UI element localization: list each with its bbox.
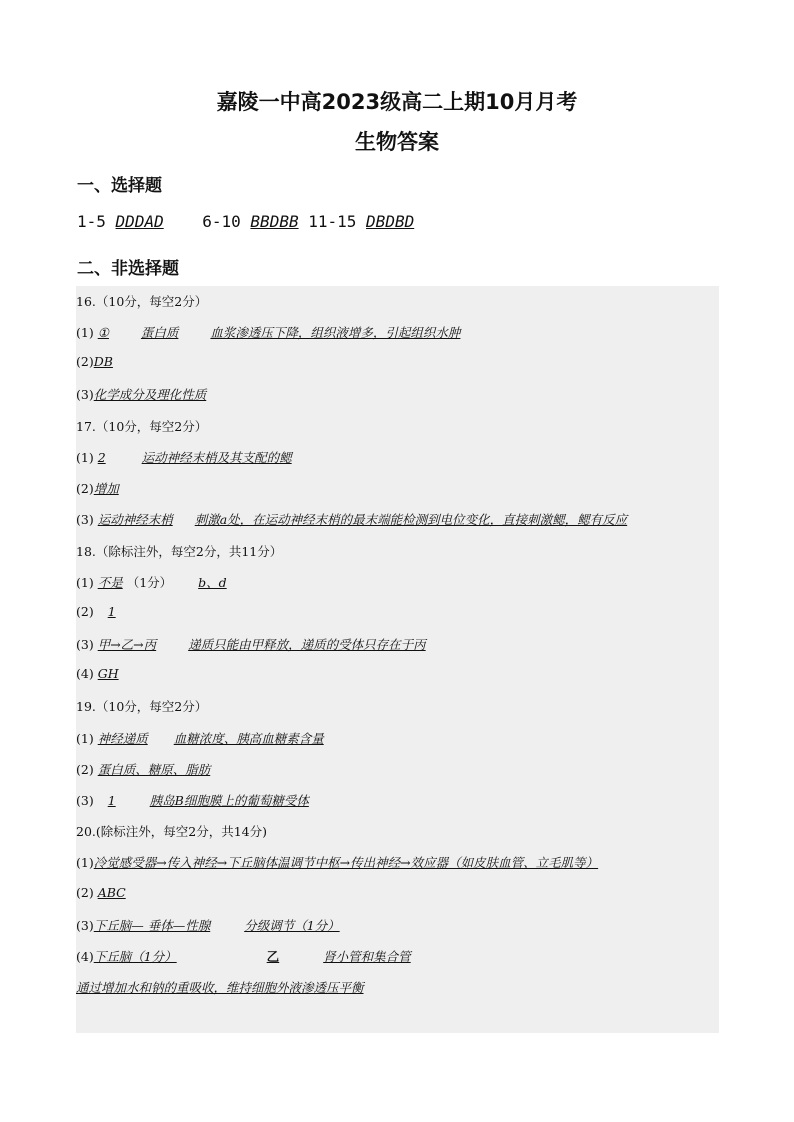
q20-part3: (3)下丘脑— 垂体—性腺 分级调节（1分） — [76, 918, 340, 933]
answer: 递质只能由甲释放，递质的受体只存在于丙 — [188, 637, 426, 652]
q19-part1: (1) 神经递质 血糖浓度、胰高血糖素含量 — [76, 731, 324, 746]
answer: 1 — [107, 793, 116, 808]
choice-range-3: 11-15 — [308, 212, 357, 231]
answer: 蛋白质、糖原、脂肪 — [97, 762, 211, 777]
q18-part1: (1) 不是 （1分） b、d — [76, 575, 227, 590]
answer: 下丘脑（1分） — [93, 949, 177, 964]
answer: 不是 — [97, 575, 123, 590]
section-heading-nonchoice: 二、非选择题 — [77, 259, 179, 279]
q18-part3: (3) 甲→乙→丙 递质只能由甲释放，递质的受体只存在于丙 — [76, 637, 426, 652]
answer: GH — [97, 666, 119, 681]
q18-part4: (4) GH — [76, 666, 119, 681]
section-heading-choice: 一、选择题 — [77, 176, 162, 196]
answer: 冷觉感受器→传入神经→下丘脑体温调节中枢→传出神经→效应器（如皮肤血管、立毛肌等） — [93, 855, 599, 870]
answer: 化学成分及理化性质 — [93, 387, 207, 402]
q20-header: 20.(除标注外，每空2分，共14分) — [76, 824, 267, 839]
answer: 刺激a处，在运动神经末梢的最末端能检测到电位变化，直接刺激鳃，鳃有反应 — [194, 512, 628, 527]
choice-range-2: 6-10 — [202, 212, 241, 231]
q18-part2: (2) 1 — [76, 604, 116, 619]
answer: 肾小管和集合管 — [323, 949, 411, 964]
answer: 血糖浓度、胰高血糖素含量 — [173, 731, 324, 746]
choice-answers-1: DDDAD — [115, 212, 164, 231]
answer: ① — [97, 325, 109, 340]
answer: 通过增加水和钠的重吸收，维持细胞外液渗透压平衡 — [76, 980, 364, 995]
answer: DB — [93, 354, 113, 369]
q17-header: 17.（10分，每空2分） — [76, 419, 208, 434]
q16-header: 16.（10分，每空2分） — [76, 294, 208, 309]
page-title: 嘉陵一中高2023级高二上期10月月考 — [216, 90, 578, 114]
q20-part2: (2) ABC — [76, 885, 126, 900]
q17-part3: (3) 运动神经末梢 刺激a处，在运动神经末梢的最末端能检测到电位变化，直接刺激鳃，鳃有反应 — [76, 512, 628, 527]
q20-part5 — [76, 978, 364, 996]
answer: 分级调节（1分） — [244, 918, 340, 933]
q20-part4: (4)下丘脑（1分） 乙 肾小管和集合管 — [76, 949, 411, 964]
q17-part1: (1) 2 运动神经末梢及其支配的鳃 — [76, 450, 292, 465]
q19-part3: (3) 1 胰岛B细胞膜上的葡萄糖受体 — [76, 793, 309, 808]
answer: 蛋白质 — [140, 325, 179, 340]
answer: 增加 — [93, 481, 119, 496]
q19-header: 19.（10分，每空2分） — [76, 699, 208, 714]
answer: 血浆渗透压下降，组织液增多，引起组织水肿 — [210, 325, 461, 340]
answer: 神经递质 — [97, 731, 148, 746]
answer: b、d — [198, 575, 227, 590]
choice-answers — [77, 212, 414, 231]
q16-part1: (1) ① 蛋白质 血浆渗透压下降，组织液增多，引起组织水肿 — [76, 325, 461, 340]
answer: 运动神经末梢 — [97, 512, 173, 527]
q19-part2: (2) 蛋白质、糖原、脂肪 — [76, 762, 211, 777]
answer: 2 — [97, 450, 106, 465]
answer: 胰岛B细胞膜上的葡萄糖受体 — [149, 793, 309, 808]
q17-part2: (2)增加 — [76, 481, 119, 496]
q16-part3: (3)化学成分及理化性质 — [76, 387, 207, 402]
answer: ABC — [97, 885, 126, 900]
answer: 运动神经末梢及其支配的鳃 — [141, 450, 292, 465]
answer: 甲→乙→丙 — [97, 637, 157, 652]
answer: 乙 — [266, 949, 280, 964]
page-subtitle: 生物答案 — [355, 130, 439, 154]
choice-answers-2: BBDBB — [250, 212, 299, 231]
choice-range-1: 1-5 — [77, 212, 106, 231]
choice-answers-3: DBDBD — [366, 212, 415, 231]
q16-part2: (2)DB — [76, 354, 113, 369]
q20-part1: (1)冷觉感受器→传入神经→下丘脑体温调节中枢→传出神经→效应器（如皮肤血管、立毛肌等） — [76, 855, 599, 870]
q18-header: 18.（除标注外，每空2分，共11分） — [76, 544, 283, 559]
answer: 1 — [107, 604, 116, 619]
answer: 下丘脑— 垂体—性腺 — [93, 918, 211, 933]
score-note: （1分） — [126, 575, 173, 590]
